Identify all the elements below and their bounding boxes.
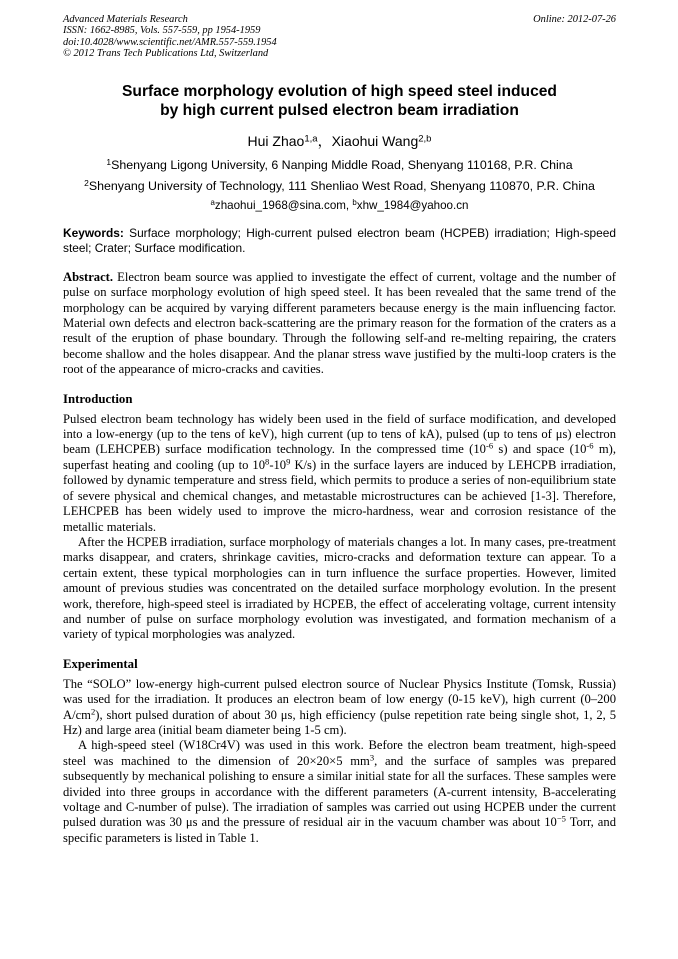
experimental-paragraph-1 (63, 677, 616, 739)
intro-p1-text: s) and space (10 (493, 442, 587, 457)
author-emails (63, 199, 616, 212)
author-2-affil: 2,b (418, 132, 432, 144)
author-list (63, 131, 616, 151)
exp-p2-exponent: 3 (369, 752, 375, 763)
affiliation-2 (63, 178, 616, 194)
journal-name: Advanced Materials Research (63, 14, 188, 25)
paper-title (63, 82, 616, 120)
exp-p2-exponent: −5 (556, 814, 566, 825)
affiliation-2-mark: 2 (84, 177, 89, 188)
paper-title-line1: Surface morphology evolution of high speed steel induced (122, 82, 557, 100)
introduction-paragraph-2: After the HCPEB irradiation, surface morphology of materials changes a lot. In many cases, pre-treatment marks disappear, and craters, shrinkage cavities, micro-cracks and deformation texture can appear. To a certain extent, these typical morphologies can in turn influence the surface properties. However, limited amount of previous studies was concentrated on the detailed surface morphology evolution. In the present work, therefore, high-speed steel is irradiated by HCPEB, the effect of accelerating voltage, current intensity and number of pulse on surface morphology evolution was investigated, and formation mechanism of a variety of typical morphologies was analyzed. (63, 534, 616, 642)
section-heading-introduction: Introduction (63, 391, 133, 406)
email-a: zhaohui_1968@sina.com, (214, 198, 353, 212)
keywords-label: Keywords: (63, 225, 124, 240)
author-1: Hui Zhao (247, 132, 305, 149)
exp-p1-text: The “SOLO” low-energy high-current pulsed electron source of Nuclear Physics Institute (Tomsk, Russia) was used for the irradiation. It produces an electron beam of low energy (0-15 keV), high current (0–200 A/cm (63, 676, 616, 722)
email-a-mark: a (210, 197, 215, 207)
journal-copyright: © 2012 Trans Tech Publications Ltd, Switzerland (63, 48, 269, 60)
affiliation-1-text: Shenyang Ligong University, 6 Nanping Middle Road, Shenyang 110168, P.R. China (111, 157, 573, 172)
online-date: Online: 2012-07-26 (533, 14, 616, 25)
affiliation-1-mark: 1 (106, 156, 112, 167)
keywords-text: Surface morphology; High-current pulsed electron beam (HCPEB) irradiation; High-speed steel; Crater; Surface modification. (63, 225, 616, 256)
intro-p1-exponent: 8 (265, 456, 270, 467)
intro-p1-text: -10 (269, 457, 287, 472)
journal-issn: ISSN: 1662-8985, Vols. 557-559, pp 1954-1959 (63, 25, 261, 37)
experimental-paragraph-2 (63, 738, 616, 846)
email-b-mark: b (352, 197, 357, 207)
abstract-label: Abstract. (63, 269, 114, 284)
keywords (63, 226, 616, 257)
abstract-text: Electron beam source was applied to investigate the effect of current, voltage and the number of pulse on surface morphology evolution of high speed steel. It has been revealed that the same trend of the morphology can be acquired by varying different parameters because energy is the main influencing factor. Material own defects and electron back-scattering are the primary reason for the formation of the craters as a result of the eruption of phase boundary. Through the following self-and re-melting repairing, the craters become shallow and the holes disappear. And the planar stress wave justified by the multi-loop craters is the root of the appearance of micro-cracks and cavities. (63, 269, 616, 377)
journal-header (63, 14, 616, 60)
section-heading-experimental: Experimental (63, 656, 138, 671)
journal-doi: doi:10.4028/www.scientific.net/AMR.557-559.1954 (63, 36, 277, 48)
introduction-paragraph-1 (63, 412, 616, 535)
paper-title-line2: by high current pulsed electron beam irradiation (160, 101, 519, 119)
exp-p2-text: A high-speed steel (W18Cr4V) was used in this work. Before the electron beam treatment, high-speed steel was machined to the dimension of 20×20×5 mm (63, 738, 616, 768)
affiliation-1 (63, 157, 616, 173)
exp-p2-text: , and the surface of samples was prepared subsequently by mechanical polishing to ensure a similar initial state for all the surfaces. These samples were divided into three groups in accordance with the different parameters (A-current intensity, B-accelerating voltage and C-number of pulse). The irradiation of samples was carried out using HCPEB under the current pulsed duration was 30 μs and the pressure of residual air in the vacuum chamber was about 10 (63, 753, 616, 830)
intro-p1-text: Pulsed electron beam technology has widely been used in the field of surface modification, and developed into a low-energy (up to the tens of keV), high current (up to tens of kA), pulsed (up to tens of μs) electron beam (LEHCPEB) surface modification technology. In the compressed time (10 (63, 411, 616, 457)
affiliation-2-text: Shenyang University of Technology, 111 Shenliao West Road, Shenyang 110870, P.R. China (88, 178, 595, 193)
intro-p1-exponent: 9 (286, 456, 291, 467)
intro-p1-exponent: -6 (485, 441, 494, 452)
abstract (63, 270, 616, 378)
exp-p1-exponent: 2 (90, 706, 96, 717)
intro-p1-exponent: -6 (586, 441, 594, 452)
exp-p1-text: ), short pulsed duration of about 30 μs, high efficiency (pulse repetition rate being single shot, 1, 2, 5 Hz) and large area (initial beam diameter being 1-5 cm). (63, 707, 616, 737)
email-b: xhw_1984@yahoo.cn (356, 198, 469, 212)
author-separator: ， (317, 132, 332, 149)
author-1-affil: 1,a (304, 132, 318, 144)
intro-p1-text: K/s) in the surface layers are induced by LEHCPB irradiation, followed by dynamic temperature and stress field, which permits to produce a series of non-equilibrium state of severe physical and chemical changes, and metastable microstructures can be achieved [1-3]. Therefore, LEHCPEB has been widely used to improve the micro-hardness, wear and corrosion resistance of the metallic materials. (63, 457, 616, 534)
author-2: Xiaohui Wang (331, 132, 419, 149)
intro-p1-text: m), superfast heating and cooling (up to 10 (63, 442, 616, 472)
exp-p2-text: Torr, and specific parameters is listed in Table 1. (63, 815, 616, 845)
